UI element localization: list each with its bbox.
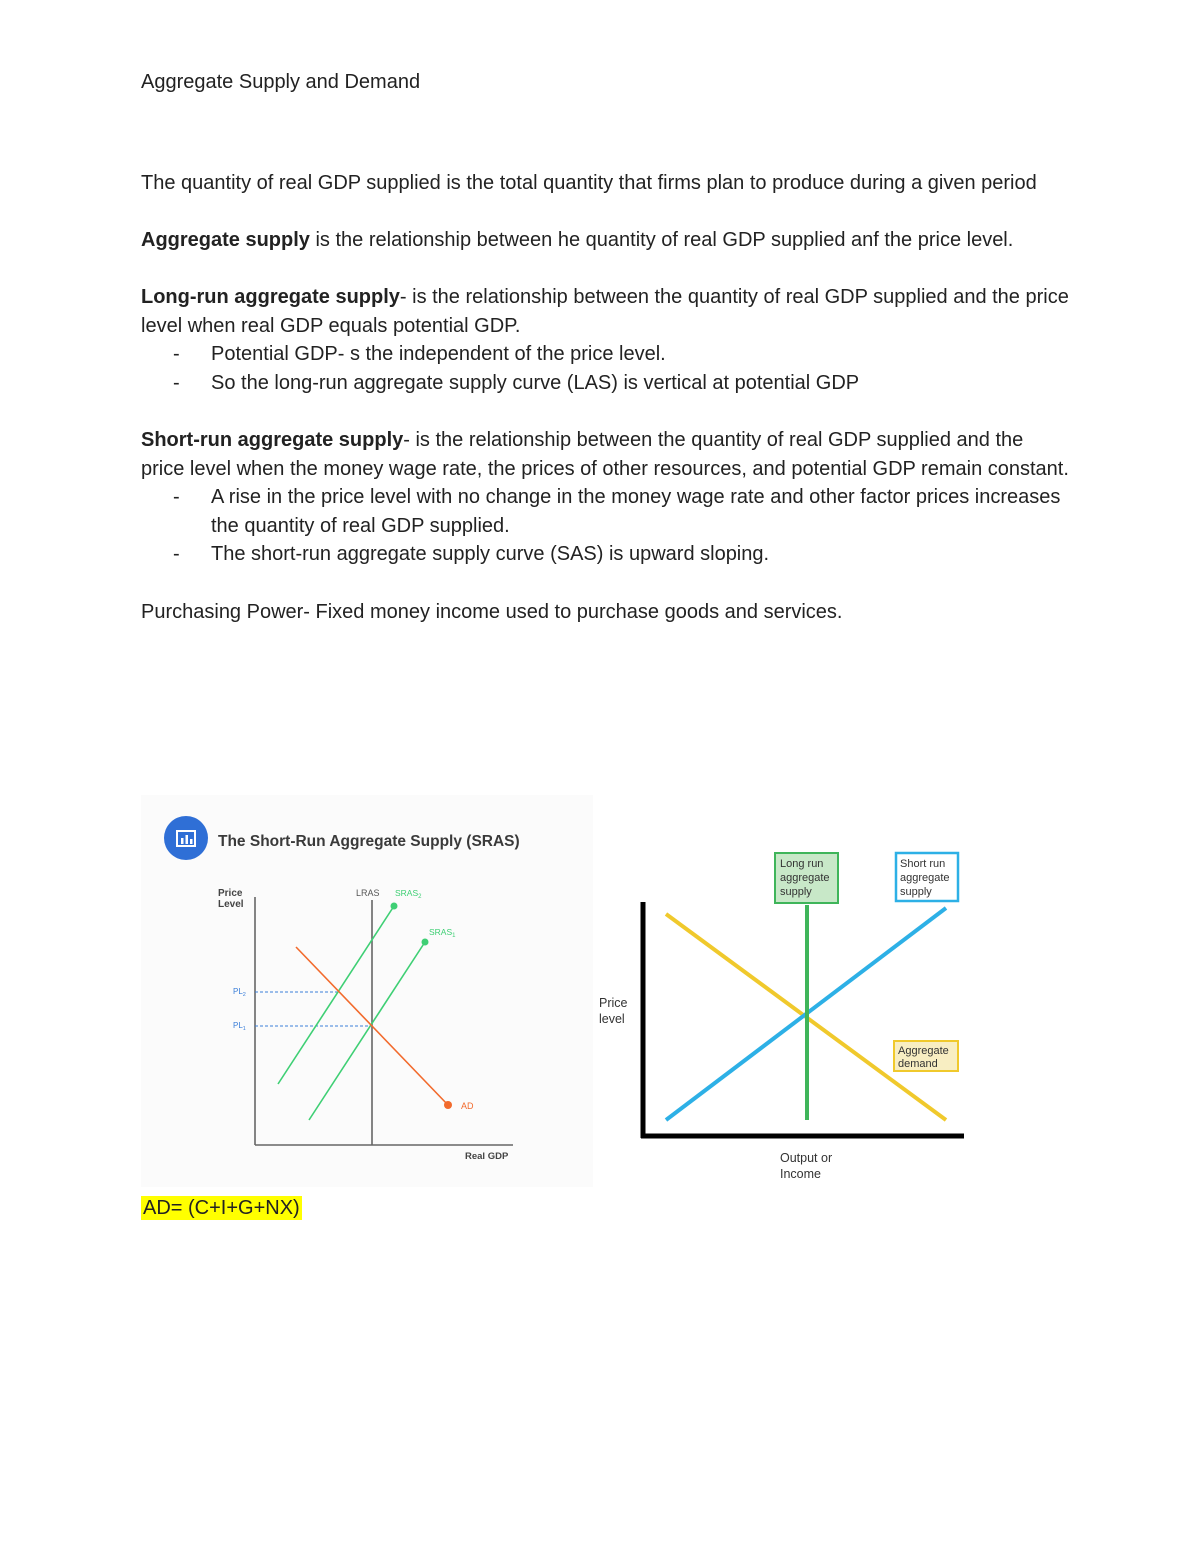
bullet-dash: - [173, 343, 180, 366]
sras-label-line2: aggregate [900, 872, 950, 884]
sras-term: Short-run aggregate supply [141, 428, 404, 451]
sras-label-line3: supply [900, 886, 932, 898]
y-axis-label-line2: Level [218, 899, 244, 910]
ad-label-line2: demand [898, 1058, 938, 1070]
lras-term: Long-run aggregate supply [141, 285, 400, 308]
chart-badge-bar [190, 839, 193, 844]
lras-label: LRAS [356, 888, 380, 898]
list-item [141, 369, 1071, 398]
as-ad-diagram [596, 850, 976, 1190]
y-axis-label-line1: Price [218, 888, 243, 899]
sras-figure [141, 795, 593, 1187]
lras-bullet-list [141, 340, 1071, 397]
as-ad-figure [596, 850, 976, 1190]
bullet-dash: - [173, 486, 180, 509]
ad-label-line1: Aggregate [898, 1045, 949, 1057]
list-item [141, 540, 1071, 569]
lras-label-line3: supply [780, 886, 812, 898]
list-item-text: The short-run aggregate supply curve (SAS) is upward sloping. [211, 543, 770, 566]
x-axis-label-line1: Output or [780, 1151, 833, 1165]
sras-paragraph [141, 426, 1071, 483]
lras-paragraph [141, 283, 1071, 340]
bullet-dash: - [173, 371, 180, 394]
sras1-endpoint [422, 939, 429, 946]
sras-diagram [141, 795, 593, 1187]
x-axis-label-line2: Income [780, 1167, 821, 1181]
sras-definition: - is the relationship between the quantity of real GDP supplied and the price level when the money wage rate, the prices of other resources, and potential GDP remain constant. [141, 428, 1069, 480]
sras1-curve [309, 942, 425, 1120]
sras-label-line1: Short run [900, 858, 946, 870]
list-item-text: So the long-run aggregate supply curve (LAS) is vertical at potential GDP [211, 371, 860, 394]
sras-bullet-list [141, 483, 1071, 569]
pl1-label: $PL_1$ [233, 1021, 246, 1032]
list-item [141, 483, 1071, 540]
y-axis-label-line1: Price [599, 996, 628, 1010]
bullet-dash: - [173, 543, 180, 566]
y-axis-label-line2: level [599, 1012, 625, 1026]
sras2-label: $SRAS_2$ [395, 888, 422, 900]
ad-label: AD [461, 1101, 474, 1111]
sras2-endpoint [391, 903, 398, 910]
lras-definition: - is the relationship between the quantity of real GDP supplied and the price level when real GDP equals potential GDP. [141, 285, 1069, 337]
chart-badge-bar [186, 835, 189, 844]
chart-badge-bar [181, 838, 184, 844]
document-body [141, 68, 1071, 626]
list-item-text: Potential GDP- s the independent of the price level. [211, 343, 666, 366]
ad-formula: AD= (C+I+G+NX) [143, 1197, 300, 1219]
ad-endpoint [444, 1101, 452, 1109]
figure-title: The Short-Run Aggregate Supply (SRAS) [218, 833, 520, 850]
sras2-curve [278, 906, 394, 1084]
doc-title: Aggregate Supply and Demand [141, 71, 421, 93]
aggregate-supply-definition: is the relationship between he quantity of real GDP supplied anf the price level. [309, 228, 1014, 251]
list-item-text: A rise in the price level with no change in the money wage rate and other factor prices increases the quantity of real GDP supplied. [211, 486, 1061, 537]
lras-label-line1: Long run [780, 858, 824, 870]
aggregate-supply-paragraph [141, 226, 1071, 255]
aggregate-supply-term: Aggregate supply [141, 228, 310, 251]
pl2-label: $PL_2$ [233, 987, 246, 998]
purchasing-power-paragraph: Purchasing Power- Fixed money income used to purchase goods and services. [141, 600, 843, 623]
intro-paragraph: The quantity of real GDP supplied is the total quantity that firms plan to produce during a given period [141, 171, 1037, 194]
list-item [141, 340, 1071, 369]
lras-label-line2: aggregate [780, 872, 830, 884]
sras1-label: $SRAS_1$ [429, 927, 456, 939]
x-axis-label: Real GDP [465, 1151, 509, 1162]
